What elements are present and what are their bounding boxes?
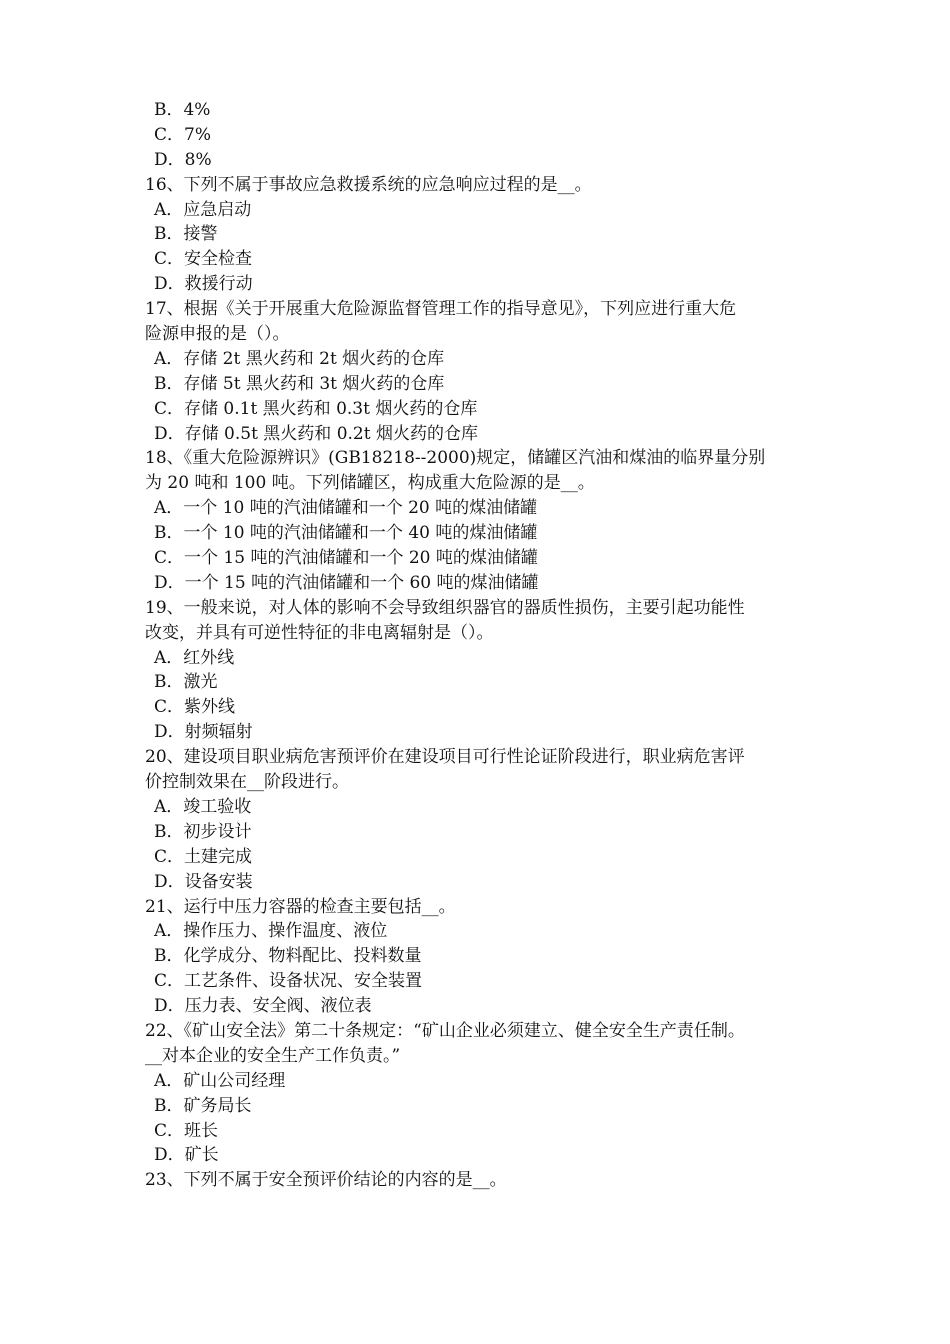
answer-option: B．激光 (154, 672, 218, 693)
answer-option: A．红外线 (154, 647, 235, 668)
question-text: 为 20 吨和 100 吨。下列储罐区，构成重大危险源的是__。 (145, 473, 595, 494)
answer-option: C．工艺条件、设备状况、安全装置 (154, 971, 423, 992)
question-text: 价控制效果在__阶段进行。 (145, 772, 349, 793)
answer-option: D．射频辐射 (154, 722, 253, 743)
answer-option: B．4% (154, 100, 211, 120)
answer-option: B．初步设计 (154, 821, 252, 842)
question-text: 21、运行中压力容器的检查主要包括__。 (145, 896, 456, 917)
answer-option: D．压力表、安全阀、液位表 (154, 996, 372, 1017)
answer-option: C．安全检查 (154, 249, 253, 270)
answer-option: A．一个 10 吨的汽油储罐和一个 20 吨的煤油储罐 (154, 498, 538, 519)
answer-option: A．存储 2t 黑火药和 2t 烟火药的仓库 (154, 348, 445, 369)
answer-option: D．8% (154, 149, 212, 170)
question-text: 19、一般来说，对人体的影响不会导致组织器官的器质性损伤，主要引起功能性 (145, 597, 745, 618)
answer-option: C．土建完成 (154, 846, 253, 867)
answer-option: B．存储 5t 黑火药和 3t 烟火药的仓库 (154, 373, 445, 394)
answer-option: D．矿长 (154, 1145, 219, 1166)
answer-option: B．化学成分、物料配比、投料数量 (154, 946, 422, 967)
answer-option: D．设备安装 (154, 871, 253, 892)
answer-option: A．矿山公司经理 (154, 1070, 286, 1091)
answer-option: C．一个 15 吨的汽油储罐和一个 20 吨的煤油储罐 (154, 548, 538, 569)
answer-option: B．矿务局长 (154, 1095, 252, 1116)
answer-option: D．存储 0.5t 黑火药和 0.2t 烟火药的仓库 (154, 423, 478, 444)
question-text: 23、下列不属于安全预评价结论的内容的是__。 (145, 1170, 507, 1191)
question-text: 险源申报的是（）。 (145, 324, 290, 345)
answer-option: B．一个 10 吨的汽油储罐和一个 40 吨的煤油储罐 (154, 523, 538, 544)
answer-option: C．存储 0.1t 黑火药和 0.3t 烟火药的仓库 (154, 398, 478, 419)
answer-option: C．班长 (154, 1120, 219, 1141)
question-text: 16、下列不属于事故应急救援系统的应急响应过程的是__。 (145, 174, 592, 195)
question-list (145, 98, 810, 1193)
question-text: 18、《重大危险源辨识》(GB18218--2000)规定，储罐区汽油和煤油的临界量分别 (145, 448, 766, 469)
answer-option: D．救援行动 (154, 274, 253, 295)
answer-option: C．紫外线 (154, 697, 236, 718)
answer-option: A．操作压力、操作温度、液位 (154, 921, 388, 942)
answer-option: A．竣工验收 (154, 796, 252, 817)
question-text: 20、建设项目职业病危害预评价在建设项目可行性论证阶段进行，职业病危害评 (145, 747, 745, 768)
answer-option: D．一个 15 吨的汽油储罐和一个 60 吨的煤油储罐 (154, 572, 539, 593)
question-text: 17、根据《关于开展重大危险源监督管理工作的指导意见》，下列应进行重大危 (145, 299, 737, 320)
answer-option: C．7% (154, 124, 211, 145)
question-text: __对本企业的安全生产工作负责。” (145, 1045, 401, 1066)
question-text: 改变，并具有可逆性特征的非电离辐射是（）。 (145, 622, 494, 643)
answer-option: A．应急启动 (154, 199, 252, 220)
answer-option: B．接警 (154, 224, 218, 245)
question-text: 22、《矿山安全法》第二十条规定：“矿山企业必须建立、健全安全生产责任制。 (145, 1020, 745, 1041)
